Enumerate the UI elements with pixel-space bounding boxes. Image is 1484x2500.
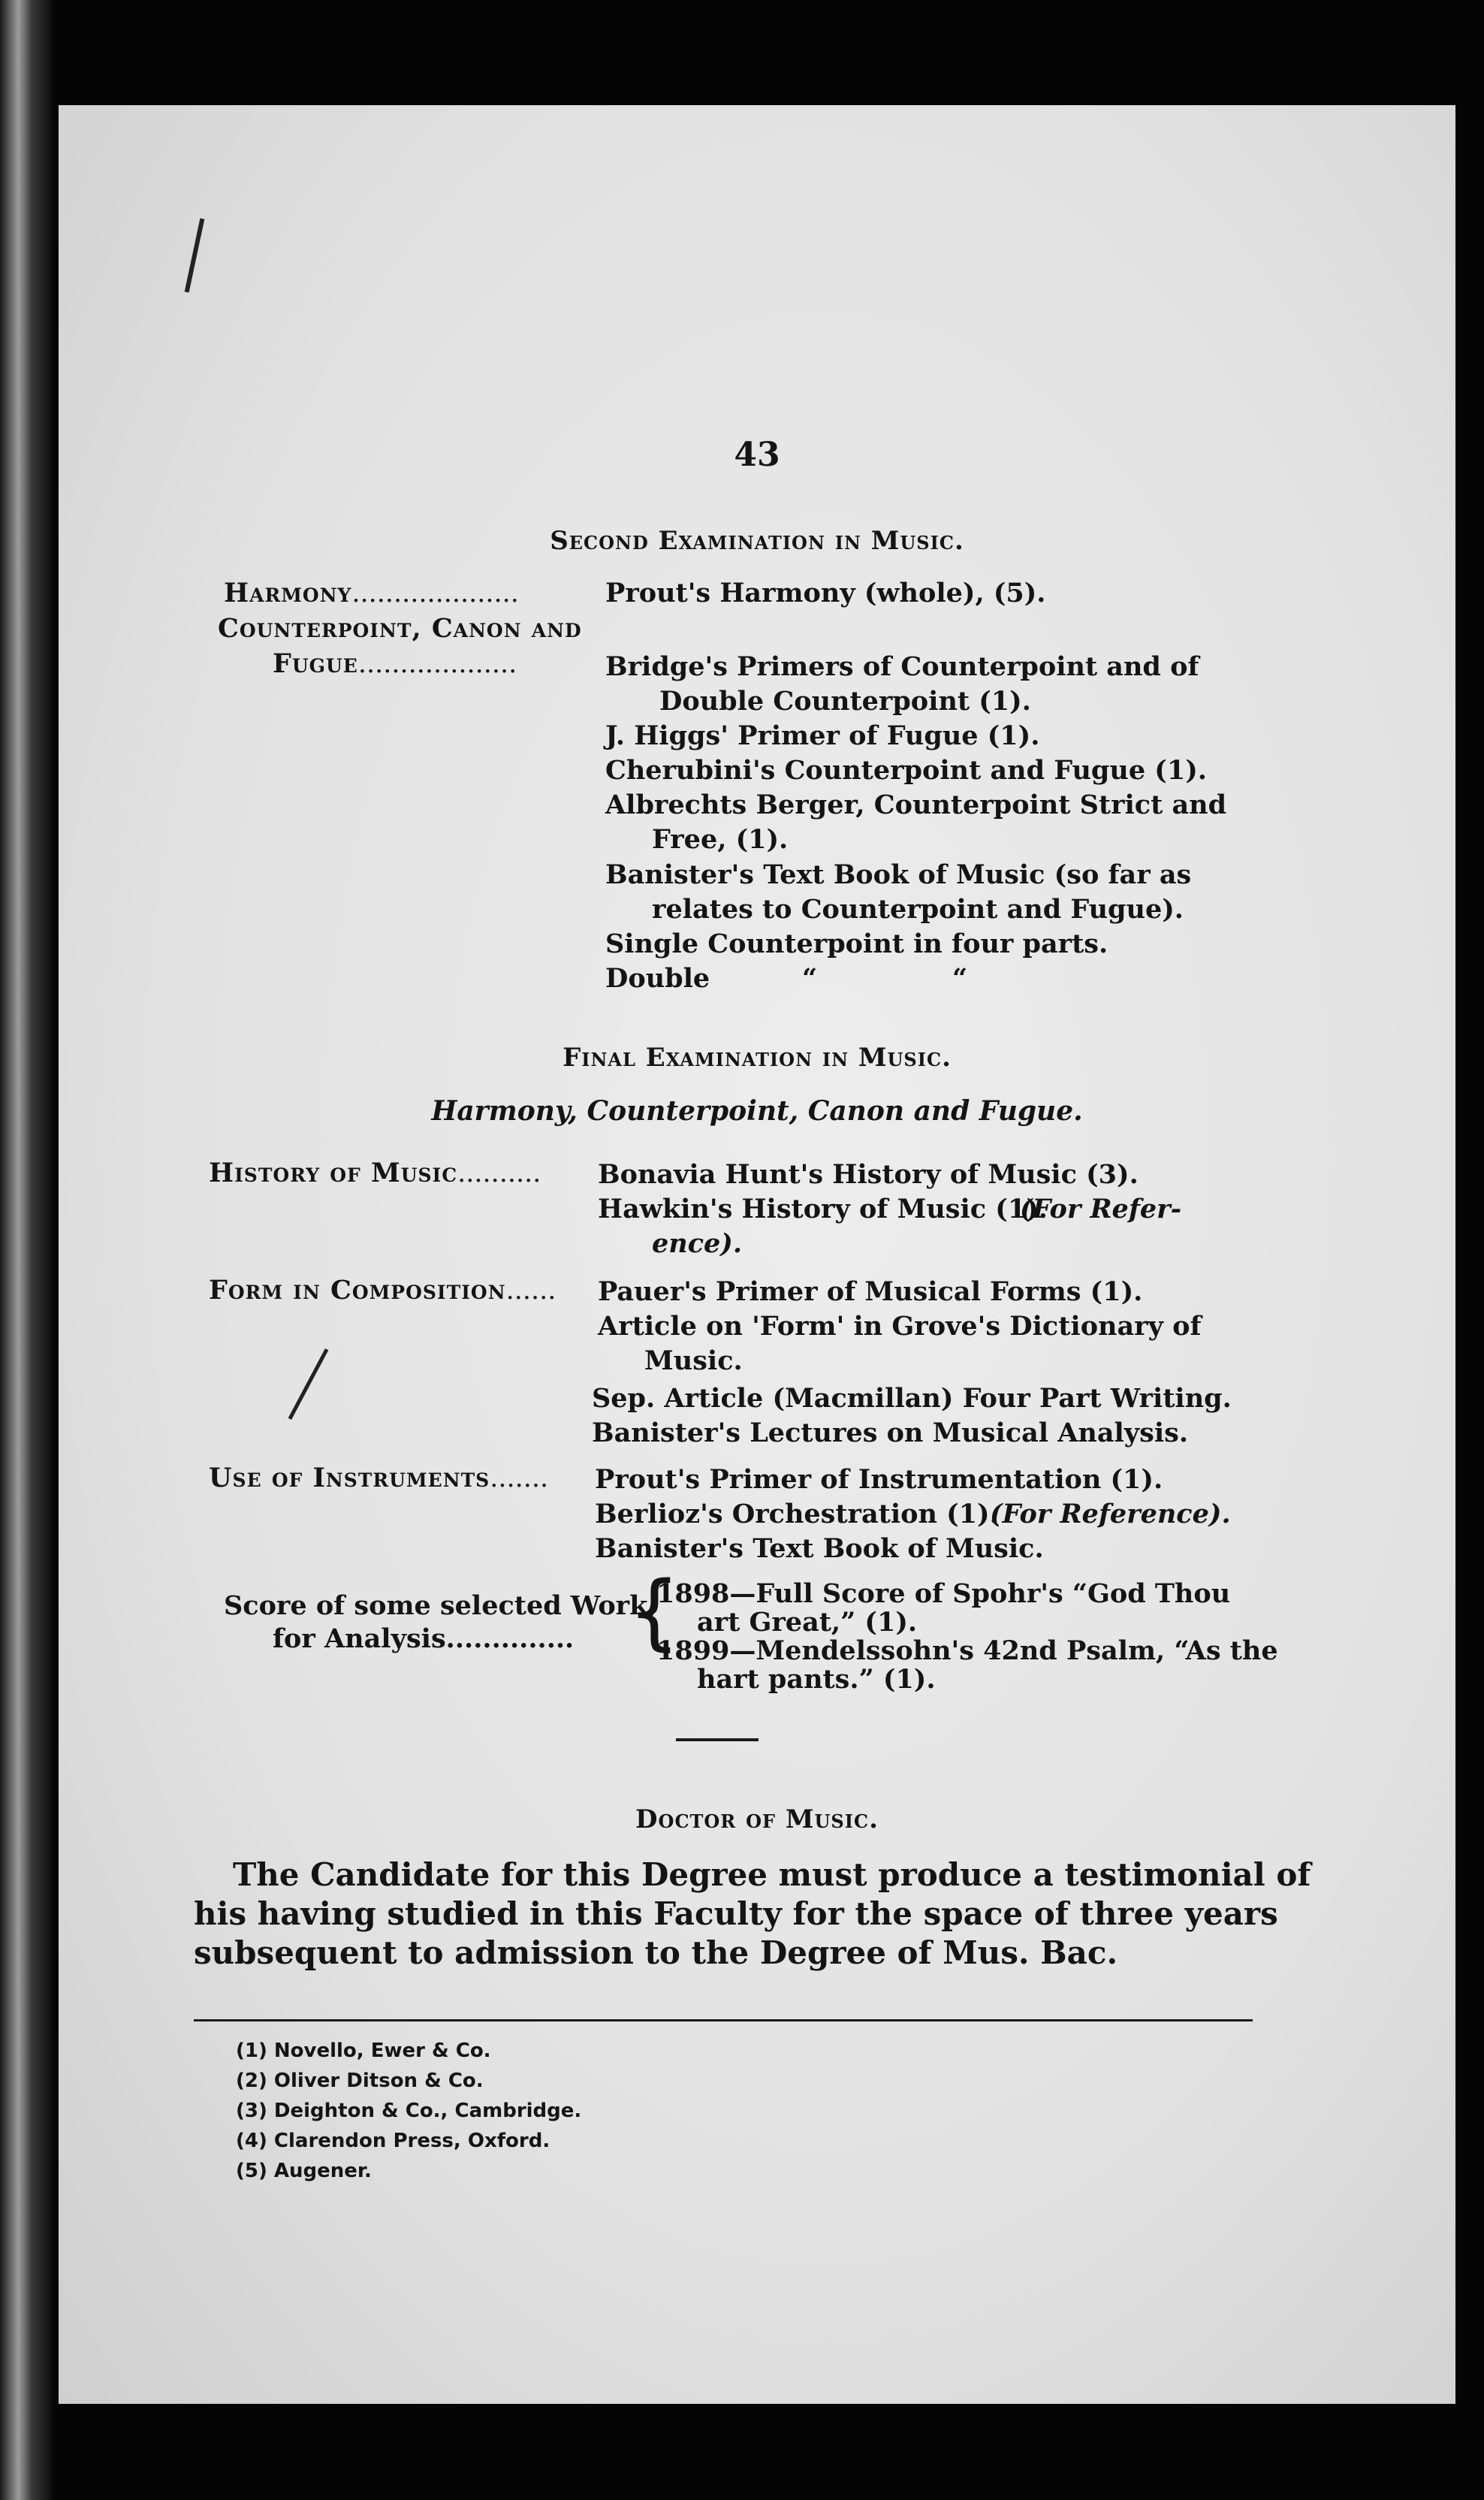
doctor-heading: Doctor of Music. (635, 1804, 879, 1834)
leader-dots: ...... (505, 1276, 556, 1306)
reference-note: (For Reference). (990, 1499, 1231, 1529)
text-line: J. Higgs' Primer of Fugue (1). (605, 720, 1040, 751)
harmony-row (224, 577, 519, 610)
pen-mark (288, 1348, 329, 1420)
text-line: hart pants.” (1). (697, 1664, 936, 1695)
pen-mark (185, 218, 205, 292)
counterpoint-label-row (218, 612, 582, 645)
text-line: Double Counterpoint (1). (659, 686, 1031, 717)
reference-note: ence). (652, 1228, 743, 1259)
footnote: (1) Novello, Ewer & Co. (236, 2040, 491, 2062)
footnote: (4) Clarendon Press, Oxford. (236, 2130, 550, 2152)
text-line: art Great,” (1). (697, 1607, 918, 1638)
history-label: History of Music (209, 1158, 458, 1188)
text-line: Hawkin's History of Music (1). (598, 1194, 1048, 1224)
harmony-label: Harmony (224, 578, 352, 608)
page-number: 43 (734, 436, 780, 474)
leader-dots: .................... (351, 578, 519, 608)
text-line: Sep. Article (Macmillan) Four Part Writing. (592, 1383, 1232, 1414)
film-edge (0, 0, 53, 2500)
text-line: Bonavia Hunt's History of Music (3). (598, 1159, 1139, 1190)
fugue-label: Fugue (273, 648, 358, 679)
text-line: Double (605, 963, 710, 994)
paragraph-line: his having studied in this Faculty for the space of three years (194, 1895, 1278, 1932)
text-line: Pauer's Primer of Musical Forms (1). (598, 1276, 1143, 1307)
paragraph-line: subsequent to admission to the Degree of Mus. Bac. (194, 1934, 1118, 1971)
history-row (209, 1157, 541, 1190)
score-label-2: for Analysis (273, 1623, 446, 1654)
leader-dots: ....... (490, 1463, 549, 1493)
harmony-text: Prout's Harmony (whole), (5). (605, 578, 1046, 608)
text-line: Cherubini's Counterpoint and Fugue (1). (605, 755, 1207, 786)
text-line: Banister's Text Book of Music. (595, 1533, 1044, 1564)
final-exam-subheading: Harmony, Counterpoint, Canon and Fugue. (431, 1095, 1083, 1127)
text-line: 1898—Full Score of Spohr's “God Thou (656, 1578, 1231, 1609)
text-line: Single Counterpoint in four parts. (605, 928, 1108, 959)
section-divider (676, 1738, 759, 1741)
ditto-mark: “ (802, 963, 818, 994)
counterpoint-label: Counterpoint, Canon and (218, 613, 582, 644)
text-line: Albrechts Berger, Counterpoint Strict and (605, 790, 1227, 820)
text-line: Music. (644, 1345, 743, 1376)
instruments-row (209, 1462, 548, 1495)
score-label: Score of some selected Work, (224, 1590, 657, 1621)
text-line: Bridge's Primers of Counterpoint and of (605, 651, 1199, 682)
text-line: Banister's Text Book of Music (so far as (605, 859, 1192, 890)
text-line: Berlioz's Orchestration (1). (595, 1499, 999, 1529)
footnote: (3) Deighton & Co., Cambridge. (236, 2100, 582, 2122)
paragraph-line: The Candidate for this Degree must produce a testimonial of (233, 1856, 1311, 1893)
form-label: Form in Composition (209, 1275, 506, 1306)
text-line: Banister's Lectures on Musical Analysis. (592, 1418, 1189, 1448)
footnote-rule (194, 2019, 1253, 2021)
reference-note: (For Refer- (1020, 1194, 1182, 1224)
second-exam-heading: Second Examination in Music. (550, 526, 964, 556)
brace-icon: { (628, 1563, 680, 1659)
footnote: (2) Oliver Ditson & Co. (236, 2070, 484, 2092)
ditto-mark: “ (952, 963, 968, 994)
document-page (59, 105, 1455, 2404)
text-line: Free, (1). (652, 824, 789, 855)
text-line: Article on 'Form' in Grove's Dictionary of (598, 1311, 1202, 1342)
footnote: (5) Augener. (236, 2160, 372, 2182)
leader-dots: .......... (457, 1158, 541, 1188)
text-line: Prout's Primer of Instrumentation (1). (595, 1464, 1163, 1495)
fugue-label-row (273, 648, 517, 681)
leader-dots: .............. (445, 1623, 575, 1654)
final-exam-heading: Final Examination in Music. (563, 1043, 952, 1073)
text-line: relates to Counterpoint and Fugue). (652, 894, 1184, 925)
leader-dots: ................... (357, 649, 517, 679)
text-line: 1899—Mendelssohn's 42nd Psalm, “As the (656, 1635, 1278, 1666)
form-row (209, 1274, 556, 1307)
score-analysis-row (273, 1623, 574, 1656)
instruments-label: Use of Instruments (209, 1463, 490, 1493)
